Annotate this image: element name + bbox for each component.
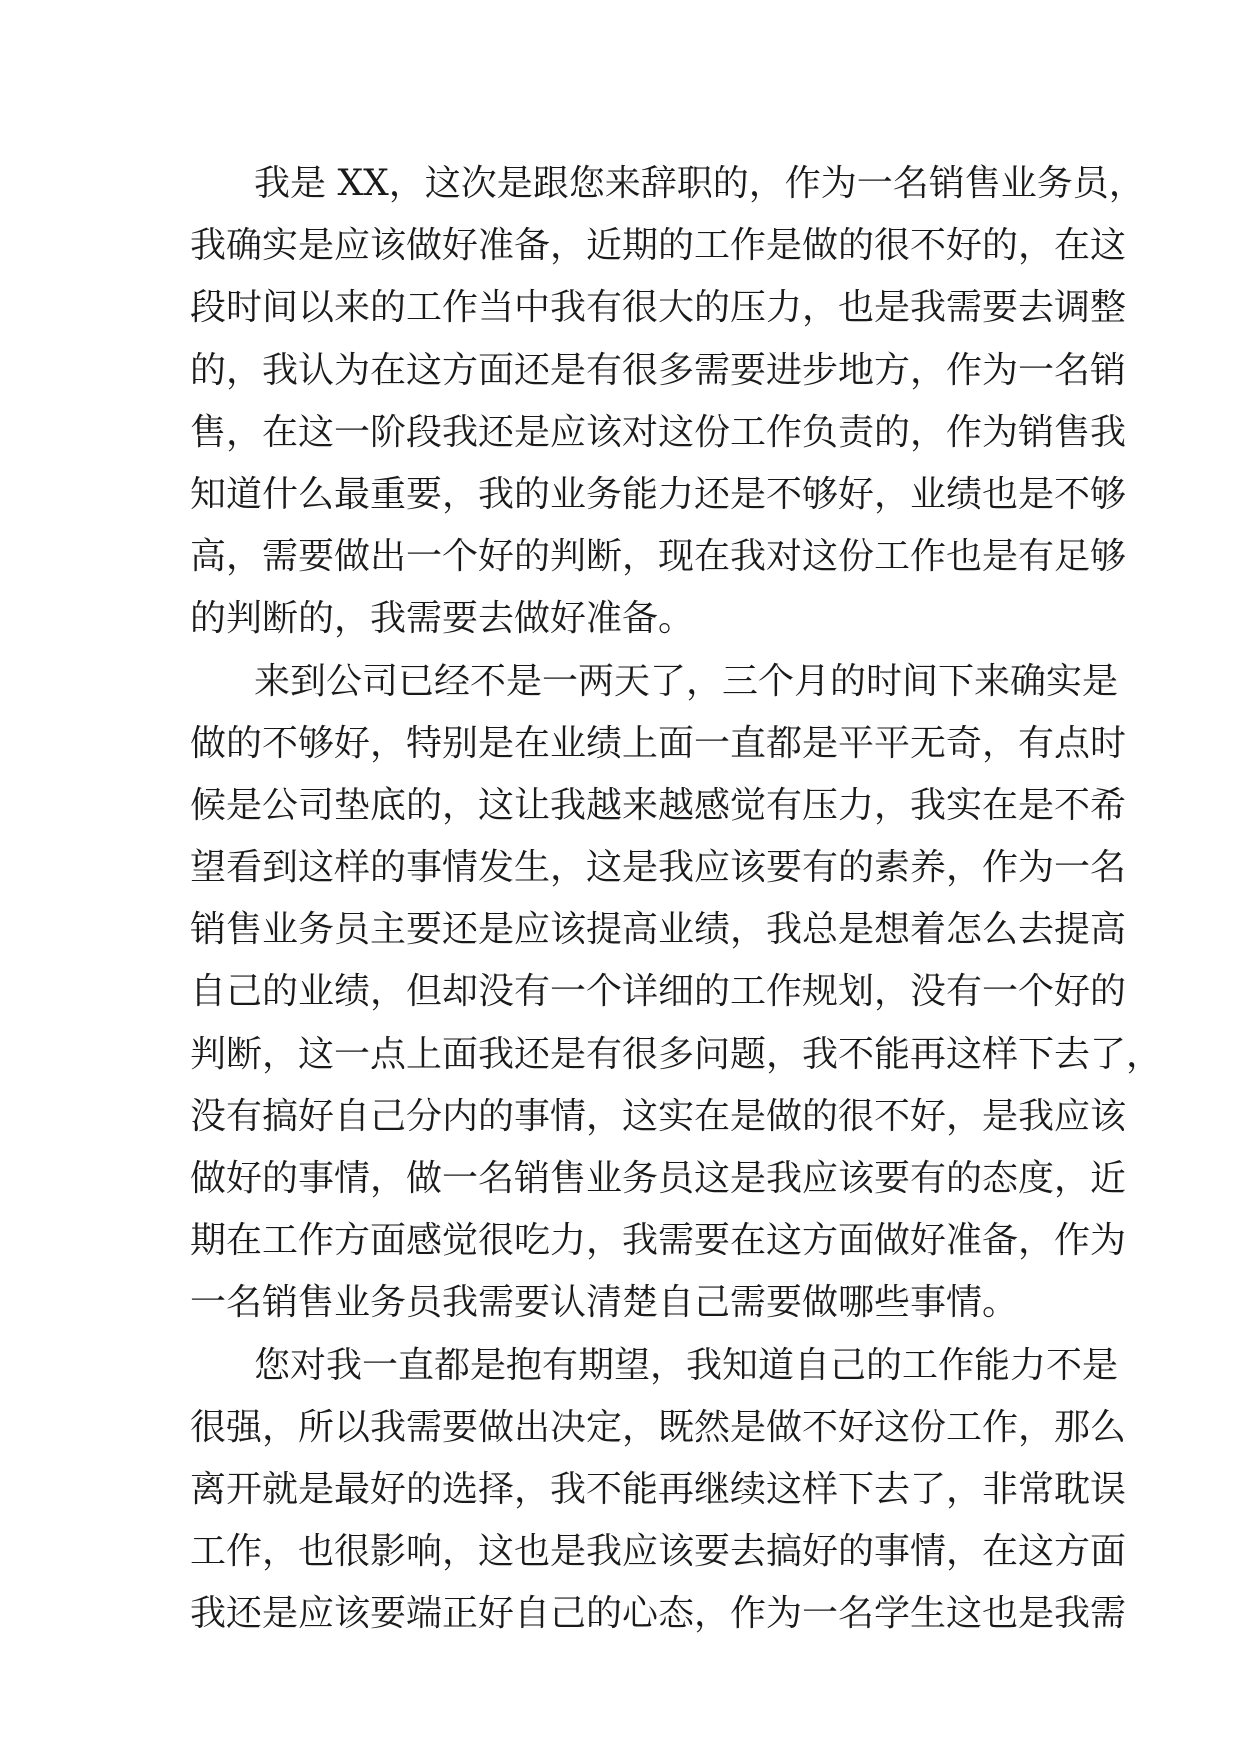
paragraph-1-line-5: 售，在这一阶段我还是应该对这份工作负责的，作为销售我 [190,411,1127,453]
paragraph-3-line-4: 工作，也很影响，这也是我应该要去搞好的事情，在这方面 [190,1531,1127,1573]
paragraph-1-line-8: 的判断的，我需要去做好准备。 [190,598,695,640]
paragraph-1-line-3: 段时间以来的工作当中我有很大的压力，也是我需要去调整 [190,287,1127,329]
paragraph-2-line-4: 望看到这样的事情发生，这是我应该要有的素养，作为一名 [190,847,1127,889]
paragraph-2-line-11: 一名销售业务员我需要认清楚自己需要做哪些事情。 [190,1282,1019,1324]
paragraph-2-line-5: 销售业务员主要还是应该提高业绩，我总是想着怎么去提高 [190,909,1127,951]
paragraph-3-line-1: 您对我一直都是抱有期望，我知道自己的工作能力不是 [254,1344,1119,1386]
paragraph-1-line-4: 的，我认为在这方面还是有很多需要进步地方，作为一名销 [190,349,1127,391]
paragraph-2-line-9: 做好的事情，做一名销售业务员这是我应该要有的态度，近 [190,1158,1127,1199]
paragraph-2-line-10: 期在工作方面感觉很吃力，我需要在这方面做好准备，作为 [190,1220,1127,1262]
paragraph-3-line-5: 我还是应该要端正好自己的心态，作为一名学生这也是我需 [190,1593,1127,1635]
paragraph-2-line-3: 候是公司垫底的，这让我越来越感觉有压力，我实在是不希 [190,784,1127,826]
paragraph-2-line-2: 做的不够好，特别是在业绩上面一直都是平平无奇，有点时 [190,722,1127,764]
paragraph-3-line-2: 很强，所以我需要做出决定，既然是做不好这份工作，那么 [190,1406,1127,1448]
paragraph-3-line-3: 离开就是最好的选择，我不能再继续这样下去了，非常耽误 [190,1468,1127,1510]
paragraph-1-line-6: 知道什么最重要，我的业务能力还是不够好，业绩也是不够 [190,473,1127,515]
paragraph-1-line-2: 我确实是应该做好准备，近期的工作是做的很不好的，在这 [190,225,1127,267]
paragraph-1-line-7: 高，需要做出一个好的判断，现在我对这份工作也是有足够 [190,536,1127,578]
paragraph-2-line-1: 来到公司已经不是一两天了，三个月的时间下来确实是 [254,660,1119,702]
paragraph-2-line-7: 判断，这一点上面我还是有很多问题，我不能再这样下去了， [190,1033,1163,1075]
paragraph-1-line-1: 我是 XX，这次是跟您来辞职的，作为一名销售业务员， [254,163,1145,204]
paragraph-2-line-8: 没有搞好自己分内的事情，这实在是做的很不好，是我应该 [190,1095,1127,1137]
paragraph-2-line-6: 自己的业绩，但却没有一个详细的工作规划，没有一个好的 [190,971,1127,1013]
body-text [190,153,1163,1646]
